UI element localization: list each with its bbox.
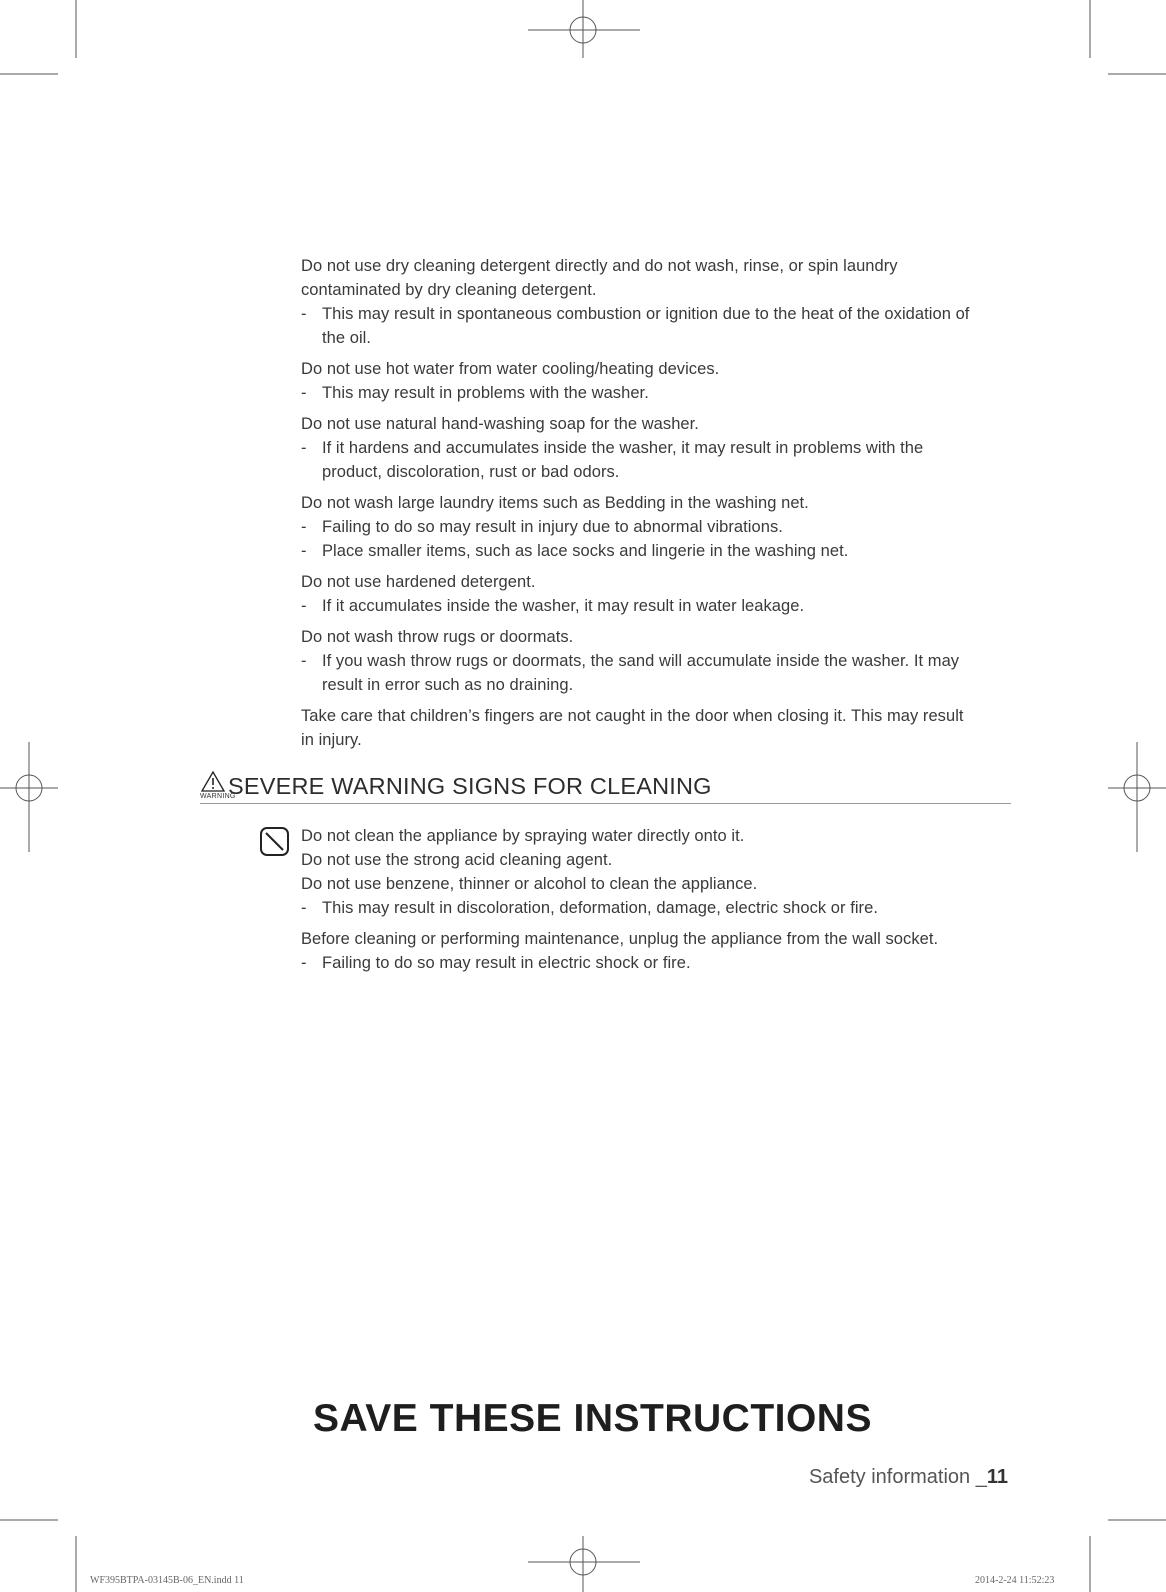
date-slug: 2014-2-24 11:52:23 — [975, 1575, 1055, 1586]
instruction-text: in injury. — [301, 731, 362, 749]
list-item — [301, 357, 1011, 405]
instruction-text: Do not wash throw rugs or doormats. — [301, 628, 574, 646]
section-heading — [200, 769, 1011, 804]
sub-note: - This may result in discoloration, deformation, damage, electric shock or fire. — [301, 899, 878, 917]
sub-note: - Place smaller items, such as lace socks and lingerie in the washing net. — [301, 542, 849, 560]
list-item — [301, 254, 1011, 350]
warning-triangle-icon — [201, 771, 225, 792]
list-item — [301, 412, 1011, 484]
sub-note-text: Failing to do so may result in electric shock or fire. — [322, 954, 691, 972]
instruction-text: Do not clean the appliance by spraying water directly onto it. — [301, 827, 745, 845]
instruction-text: Do not use hardened detergent. — [301, 573, 536, 591]
sub-note: - This may result in problems with the washer. — [301, 384, 649, 402]
prohibition-icon — [259, 826, 290, 857]
section-title: SEVERE WARNING SIGNS FOR CLEANING — [228, 773, 712, 799]
instruction-text: contaminated by dry cleaning detergent. — [301, 281, 597, 299]
list-item — [301, 491, 1011, 563]
sub-note: - Failing to do so may result in injury due to abnormal vibrations. — [301, 518, 783, 536]
instruction-text: Do not use benzene, thinner or alcohol to clean the appliance. — [301, 875, 758, 893]
page-footer — [809, 1466, 1008, 1489]
list-item — [301, 704, 1011, 752]
safety-list — [301, 254, 1011, 759]
sub-note: - This may result in spontaneous combustion or ignition due to the heat of the oxidation of the oil. — [301, 305, 970, 347]
sub-note-text: product, discoloration, rust or bad odors. — [322, 463, 620, 481]
list-item — [301, 570, 1011, 618]
instruction-text: Do not use dry cleaning detergent directly and do not wash, rinse, or spin laundry — [301, 257, 898, 275]
file-slug: WF395BTPA-03145B-06_EN.indd 11 — [90, 1575, 244, 1586]
page-number: 11 — [986, 1466, 1008, 1488]
instruction-text: Do not wash large laundry items such as Bedding in the washing net. — [301, 494, 809, 512]
save-instructions-heading: SAVE THESE INSTRUCTIONS — [312, 1397, 872, 1440]
instruction-text: Do not use the strong acid cleaning agent. — [301, 851, 613, 869]
instruction-text: Do not use hot water from water cooling/heating devices. — [301, 360, 720, 378]
sub-note-text: If it accumulates inside the washer, it may result in water leakage. — [322, 597, 805, 615]
sub-note-text: If you wash throw rugs or doormats, the sand will accumulate inside the washer. It may — [322, 652, 960, 670]
sub-note-text: Failing to do so may result in injury due to abnormal vibrations. — [322, 518, 783, 536]
instruction-text: Before cleaning or performing maintenance, unplug the appliance from the wall socket. — [301, 930, 939, 948]
warning-label: WARNING — [200, 793, 236, 800]
sub-note-text: the oil. — [322, 329, 372, 347]
sub-note: - Failing to do so may result in electric shock or fire. — [301, 954, 691, 972]
sub-note-text: This may result in spontaneous combustion or ignition due to the heat of the oxidation of — [322, 305, 970, 323]
sub-note-text: This may result in discoloration, deformation, damage, electric shock or fire. — [322, 899, 878, 917]
instruction-text: Take care that children’s fingers are not caught in the door when closing it. This may result — [301, 707, 964, 725]
sub-note: - If it accumulates inside the washer, it may result in water leakage. — [301, 597, 805, 615]
footer-label: Safety information _ — [808, 1466, 987, 1488]
sub-note: - If you wash throw rugs or doormats, the sand will accumulate inside the washer. It may result in error such as no draining. — [301, 652, 960, 694]
list-item — [301, 927, 1011, 975]
sub-note-text: If it hardens and accumulates inside the washer, it may result in problems with the — [322, 439, 924, 457]
sub-note: - If it hardens and accumulates inside the washer, it may result in problems with the product, discoloration, rust or bad odors. — [301, 439, 924, 481]
sub-note-text: result in error such as no draining. — [322, 676, 574, 694]
sub-note-text: Place smaller items, such as lace socks and lingerie in the washing net. — [322, 542, 849, 560]
list-item — [301, 625, 1011, 697]
instruction-text: Do not use natural hand-washing soap for the washer. — [301, 415, 699, 433]
list-item — [301, 824, 1011, 920]
sub-note-text: This may result in problems with the washer. — [322, 384, 649, 402]
cleaning-list — [301, 824, 1011, 982]
